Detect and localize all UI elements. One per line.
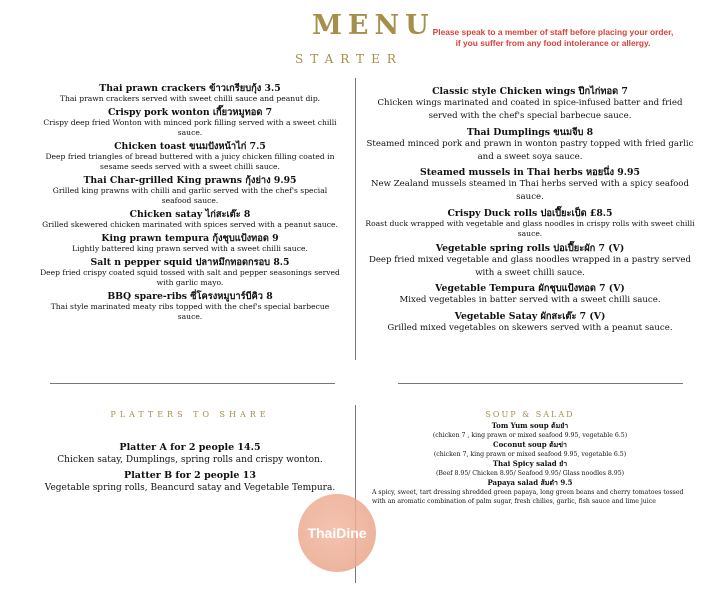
menu-item (40, 470, 340, 495)
item-desc: New Zealand mussels steamed in Thai herbs served with a spicy seafood sauce. (371, 179, 689, 203)
item-desc: Thai style marinated meaty ribs topped with the chef's special barbecue sauce. (50, 302, 330, 321)
starters-right-column (365, 83, 695, 335)
soup-heading: SOUP & SALAD (485, 410, 575, 419)
menu-item (40, 107, 340, 138)
soup-section (370, 421, 690, 506)
menu-item (40, 209, 340, 230)
item-desc: Roast duck wrapped with vegetable and glass noodles in crispy rolls with sweet chilli sauce. (365, 218, 695, 239)
divider-horizontal-left (50, 383, 335, 384)
menu-item (370, 440, 690, 459)
item-desc: Vegetable spring rolls, Beancurd satay and Vegetable Tempura. (44, 483, 336, 493)
item-name: Chicken satay ไก่สะเต๊ะ 8 (129, 209, 251, 220)
item-desc: Chicken wings marinated and coated in spice-infused batter and fried served with the chef's special barbecue sauce. (377, 98, 683, 122)
menu-item (365, 208, 695, 240)
item-name: Classic style Chicken wings ปีกไก่ทอด 7 (432, 86, 628, 97)
item-name: Crispy pork wonton เกี๊ยวหมูทอด 7 (107, 107, 273, 118)
item-desc: A spicy, sweet, tart dressing shredded green papaya, long green beans and cherry tomatoes tossed with an aromatic combination of palm sugar, fresh chilies, garlic, fish sauce and lime juice (372, 489, 684, 505)
item-name: Papaya salad ส้มตำ 9.5 (487, 478, 573, 487)
menu-item (40, 291, 340, 322)
platters-section (40, 440, 340, 495)
item-name: Vegetable Tempura ผักชุบแป้งทอด 7 (V) (435, 283, 625, 295)
item-desc: Mixed vegetables in batter served with a sweet chilli sauce. (399, 295, 661, 306)
item-name: Thai prawn crackers ข้าวเกรียบกุ้ง 3.5 (99, 83, 281, 94)
item-name: Platter B for 2 people 13 (124, 470, 256, 481)
item-name: Thai Dumplings ขนมจีบ 8 (466, 126, 594, 138)
menu-item (365, 167, 695, 205)
menu-item (370, 459, 690, 478)
thaidine-logo: ThaiDine (298, 494, 376, 572)
menu-item (40, 257, 340, 288)
item-name: Crispy Duck rolls ปอเปี๊ยะเป็ด £8.5 (447, 207, 613, 219)
item-name: Chicken toast ขนมปังหน้าไก่ 7.5 (114, 141, 266, 152)
menu-item (40, 83, 340, 104)
item-name: Thai Char-grilled King prawns กุ้งย่าง 9.95 (83, 175, 297, 186)
item-name: Platter A for 2 people 14.5 (119, 442, 261, 453)
item-desc: Deep fried crispy coated squid tossed with salt and pepper seasonings served with garlic mayo. (40, 268, 340, 287)
item-desc: Grilled mixed vegetables on skewers served with a peanut sauce. (387, 322, 673, 333)
allergy-notice (413, 27, 693, 49)
starter-heading: STARTER (295, 52, 403, 66)
menu-item (370, 421, 690, 440)
item-desc: (chicken 7, king prawn or mixed seafood 9.95, vegetable 6.5) (433, 451, 627, 458)
starters-left-column (40, 80, 340, 322)
menu-item (40, 141, 340, 172)
menu-item (365, 86, 695, 124)
menu-item (365, 127, 695, 165)
item-name: Coconut soup ต้มข่า (493, 440, 567, 449)
item-name: Vegetable Satay ผักสะเต๊ะ 7 (V) (454, 310, 606, 322)
allergy-line-2: if you suffer from any food intolerance or allergy. (455, 38, 651, 48)
menu-item (365, 243, 695, 281)
item-name: Tom Yum soup ต้มยำ (491, 421, 569, 430)
item-desc: (Beef 8.95/ Chicken 8.95/ Seafood 9.95/ Glass noodles 8.95) (435, 470, 625, 477)
menu-item (365, 311, 695, 335)
menu-item (370, 478, 690, 506)
item-desc: Deep fried triangles of bread buttered with a juicy chicken filling coated in sesame seeds served with a sweet chilli sauce. (45, 152, 335, 171)
item-desc: Deep fried mixed vegetable and glass noodles wrapped in a pastry served with a sweet chilli sauce. (368, 254, 692, 279)
item-desc: Steamed minced pork and prawn in wonton pastry topped with fried garlic and a sweet soya sauce. (366, 138, 694, 162)
item-name: Salt n pepper squid ปลาหมึกทอดกรอบ 8.5 (90, 257, 290, 268)
item-desc: Grilled skewered chicken marinated with spices served with a peanut sauce. (42, 220, 338, 229)
item-desc: Thai prawn crackers served with sweet chilli sauce and peanut dip. (59, 94, 321, 103)
item-name: BBQ spare-ribs ซี่โครงหมูบาร์บีคิว 8 (107, 291, 273, 302)
item-name: Vegetable spring rolls ปอเปี๊ยะผัก 7 (V) (435, 242, 625, 254)
item-desc: Chicken satay, Dumplings, spring rolls and crispy wonton. (57, 455, 323, 465)
divider-vertical-top (355, 78, 356, 360)
menu-item (365, 283, 695, 307)
item-desc: Lightly battered king prawn served with a sweet chilli sauce. (72, 244, 308, 253)
menu-item (40, 233, 340, 254)
menu-title: MENU (312, 10, 435, 41)
item-desc: (chicken 7 , king prawn or mixed seafood 9.95, vegetable 6.5) (432, 432, 628, 439)
allergy-line-1: Please speak to a member of staff before placing your order, (432, 27, 674, 37)
divider-horizontal-right (398, 383, 683, 384)
menu-item (40, 442, 340, 467)
item-name: King prawn tempura กุ้งชุบแป้งทอด 9 (101, 233, 279, 244)
item-name: Thai Spicy salad ยำ (492, 459, 568, 468)
item-desc: Crispy deep fried Wonton with minced pork filling served with a sweet chilli sauce. (43, 118, 337, 137)
item-desc: Grilled king prawns with chilli and garlic served with the chef's special seafood sauce. (52, 186, 328, 205)
item-name: Steamed mussels in Thai herbs หอยนึ่ง 9.95 (420, 167, 640, 179)
menu-item (40, 175, 340, 206)
platters-heading: PLATTERS TO SHARE (110, 410, 270, 419)
